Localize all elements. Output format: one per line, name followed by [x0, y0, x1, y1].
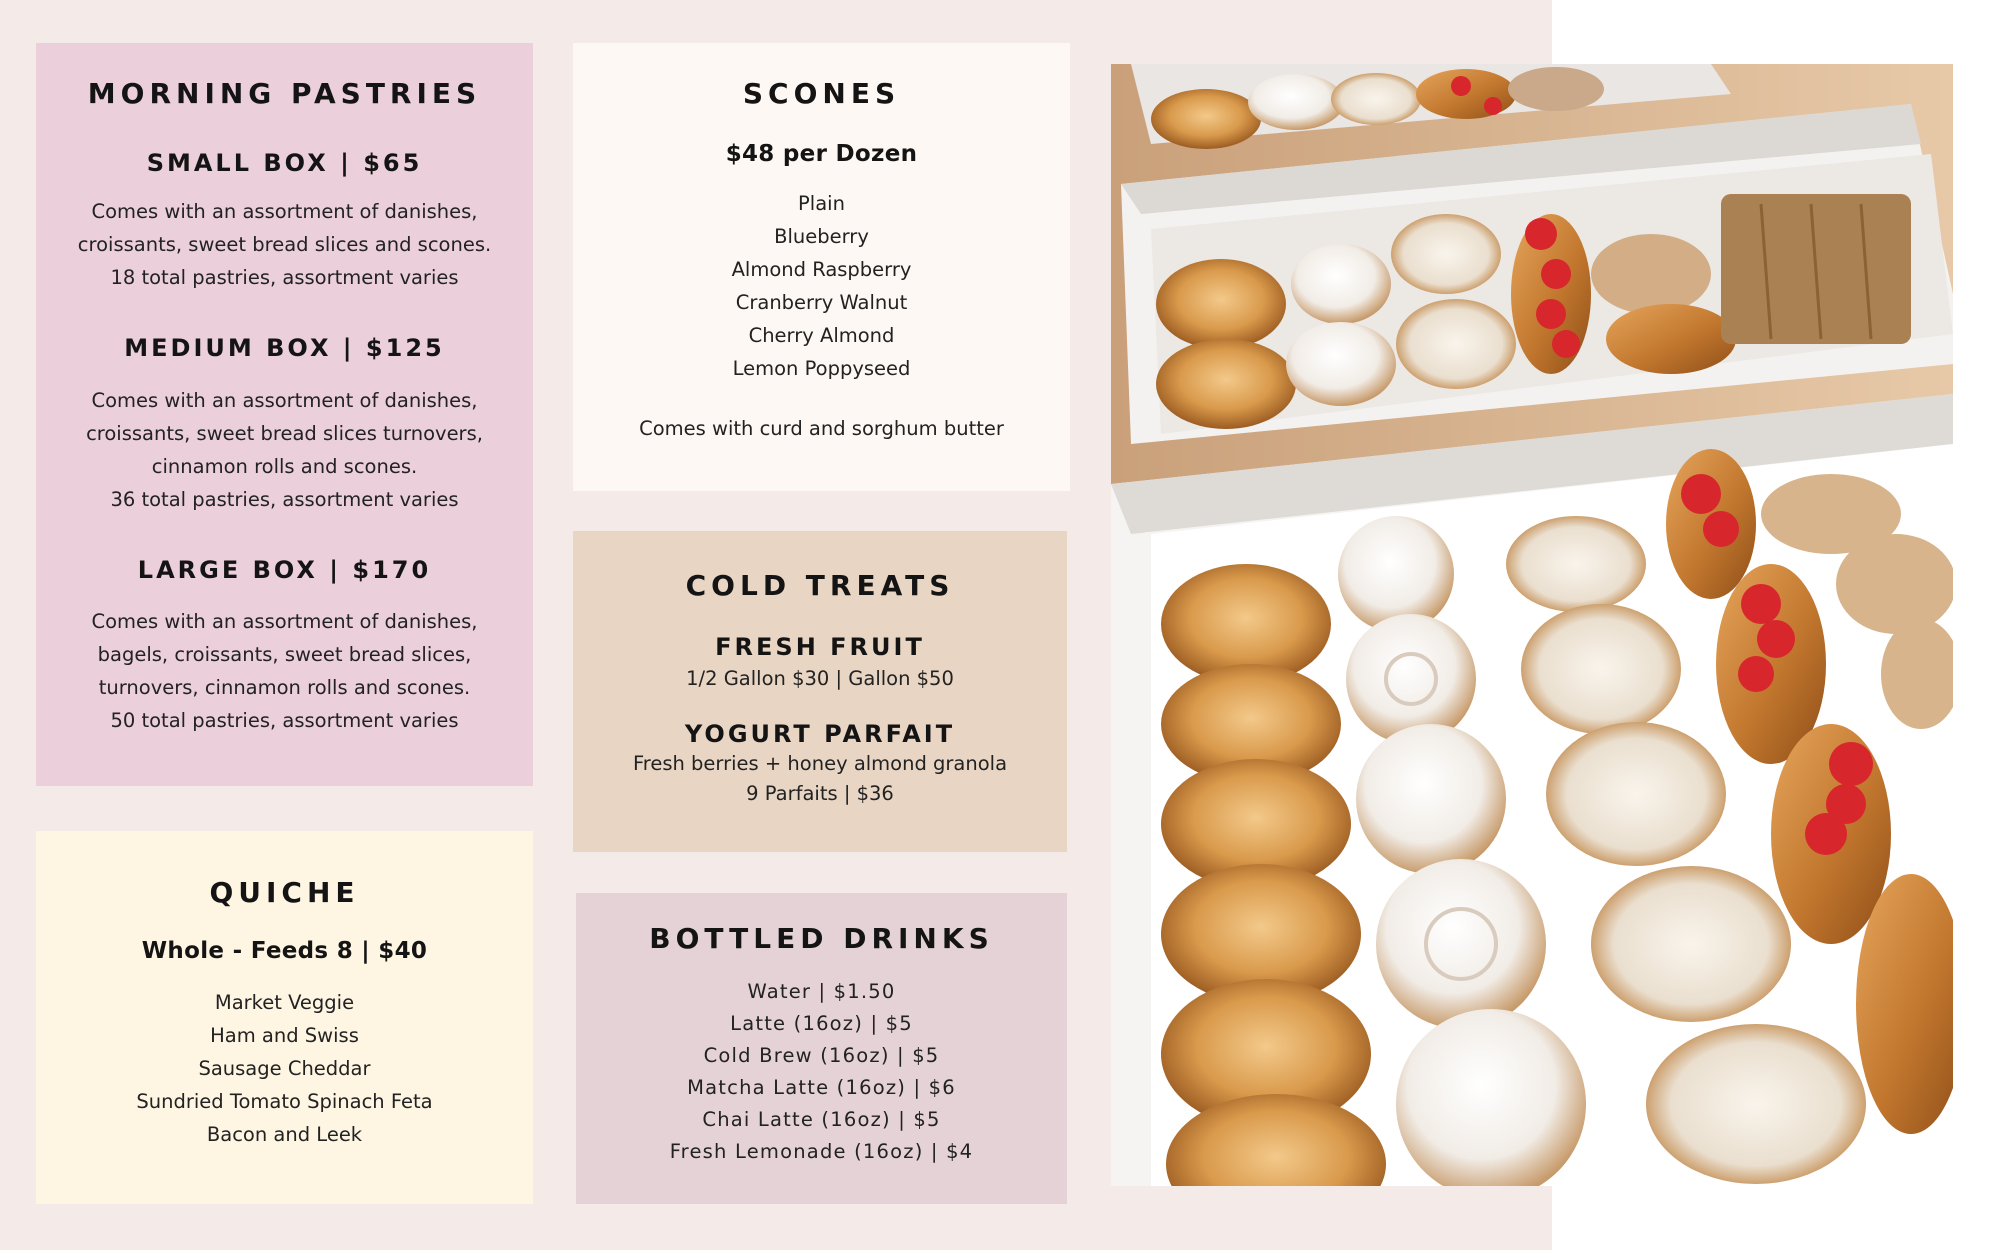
small-box-line-2: croissants, sweet bread slices and scones.: [77, 233, 492, 256]
small-box-line-1: Comes with an assortment of danishes,: [91, 200, 478, 223]
large-box-description: [36, 605, 533, 737]
small-box-description: [36, 195, 533, 294]
scones-price: $48 per Dozen: [725, 141, 918, 167]
parfait-price: 9 Parfaits | $36: [746, 782, 894, 805]
scone-item: Cranberry Walnut: [735, 291, 908, 314]
drink-item: Cold Brew (16oz) | $5: [703, 1044, 940, 1067]
yogurt-parfait-heading: YOGURT PARFAIT: [684, 720, 956, 748]
large-box-line-4: 50 total pastries, assortment varies: [110, 709, 459, 732]
cold-treats-card: [573, 531, 1067, 852]
pastry-boxes-photo: [1111, 64, 1953, 1186]
large-box-heading: LARGE BOX | $170: [137, 556, 432, 584]
quiche-item: Market Veggie: [214, 991, 355, 1014]
scones-list: [573, 187, 1070, 385]
medium-box-line-3: cinnamon rolls and scones.: [151, 455, 418, 478]
large-box-line-3: turnovers, cinnamon rolls and scones.: [98, 676, 471, 699]
medium-box-description: [36, 384, 533, 516]
drink-item: Matcha Latte (16oz) | $6: [687, 1076, 956, 1099]
quiche-title: QUICHE: [209, 876, 360, 909]
medium-box-line-4: 36 total pastries, assortment varies: [110, 488, 459, 511]
drink-item: Latte (16oz) | $5: [730, 1012, 913, 1035]
quiche-item: Sundried Tomato Spinach Feta: [136, 1090, 433, 1113]
scone-item: Plain: [798, 192, 845, 215]
scone-item: Cherry Almond: [748, 324, 895, 347]
morning-pastries-card: [36, 43, 533, 786]
medium-box-heading: MEDIUM BOX | $125: [124, 334, 445, 362]
medium-box-line-1: Comes with an assortment of danishes,: [91, 389, 478, 412]
parfait-description: Fresh berries + honey almond granola: [632, 752, 1008, 775]
scones-note: Comes with curd and sorghum butter: [639, 417, 1004, 440]
small-box-heading: SMALL BOX | $65: [146, 149, 423, 177]
small-box-line-3: 18 total pastries, assortment varies: [110, 266, 459, 289]
drink-item: Water | $1.50: [747, 980, 896, 1003]
fresh-fruit-price: 1/2 Gallon $30 | Gallon $50: [686, 667, 954, 690]
scones-title: SCONES: [742, 77, 901, 110]
drinks-list: [576, 976, 1067, 1168]
quiche-item: Sausage Cheddar: [198, 1057, 371, 1080]
bottled-drinks-title: BOTTLED DRINKS: [649, 922, 994, 955]
drink-item: Chai Latte (16oz) | $5: [702, 1108, 941, 1131]
large-box-line-2: bagels, croissants, sweet bread slices,: [97, 643, 472, 666]
quiche-item: Ham and Swiss: [210, 1024, 359, 1047]
medium-box-line-2: croissants, sweet bread slices turnovers,: [86, 422, 483, 445]
quiche-list: [36, 986, 533, 1151]
cold-treats-title: COLD TREATS: [685, 569, 955, 602]
scone-item: Blueberry: [774, 225, 869, 248]
morning-pastries-title: MORNING PASTRIES: [87, 77, 482, 110]
drink-item: Fresh Lemonade (16oz) | $4: [669, 1140, 974, 1163]
large-box-line-1: Comes with an assortment of danishes,: [91, 610, 478, 633]
yogurt-parfait-details: [573, 749, 1067, 809]
quiche-card: [36, 831, 533, 1204]
fresh-fruit-heading: FRESH FRUIT: [715, 633, 925, 661]
scones-card: [573, 43, 1070, 491]
quiche-item: Bacon and Leek: [206, 1123, 363, 1146]
scone-item: Almond Raspberry: [731, 258, 912, 281]
quiche-price: Whole - Feeds 8 | $40: [141, 938, 428, 964]
bottled-drinks-card: [576, 893, 1067, 1204]
scone-item: Lemon Poppyseed: [732, 357, 911, 380]
